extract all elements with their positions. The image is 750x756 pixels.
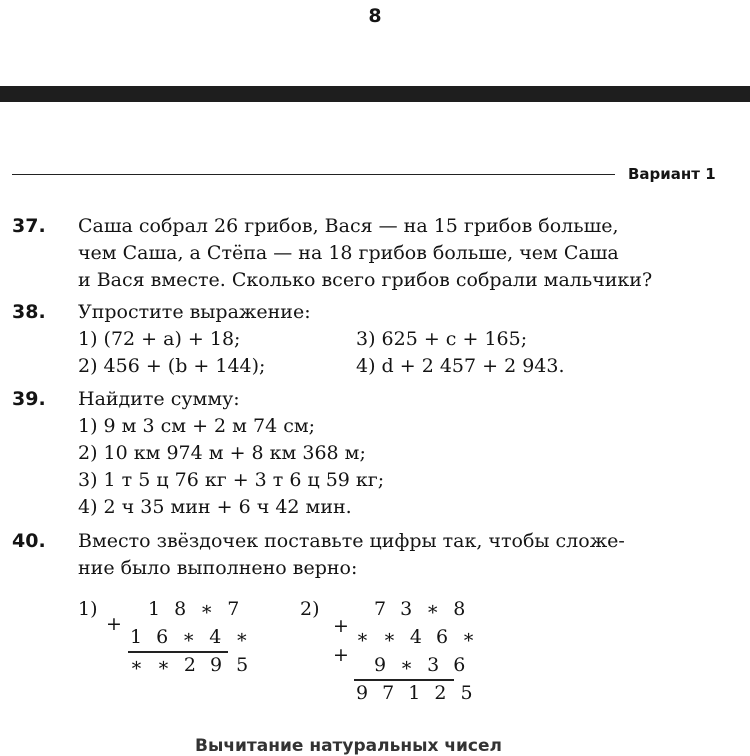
problem-40-line-2: ние было выполнено верно: — [78, 557, 358, 579]
problem-39-item-4: 4) 2 ч 35 мин + 6 ч 42 мин. — [78, 496, 352, 518]
header-band — [0, 86, 750, 102]
example-2-row-2: ∗ ∗ 4 6 ∗ — [356, 626, 480, 648]
example-2-label: 2) — [300, 598, 320, 620]
example-2-row-1: 7 3 ∗ 8 — [374, 598, 470, 620]
example-2-sum-line — [354, 679, 454, 681]
problem-37-line-3: и Вася вместе. Сколько всего грибов собрали мальчики? — [78, 269, 653, 291]
problem-37-line-2: чем Саша, а Стёпа — на 18 грибов больше, чем Саша — [78, 242, 619, 264]
problem-39-title: Найдите сумму: — [78, 388, 240, 410]
example-1-label: 1) — [78, 598, 98, 620]
problem-39-item-1: 1) 9 м 3 см + 2 м 74 см; — [78, 415, 316, 437]
problem-39-number: 39. — [12, 388, 46, 410]
problem-39-item-2: 2) 10 км 974 м + 8 км 368 м; — [78, 442, 366, 464]
problem-37-line-1: Саша собрал 26 грибов, Вася — на 15 грибов больше, — [78, 215, 619, 237]
problem-38-title: Упростите выражение: — [78, 301, 311, 323]
example-2-row-3: 9 ∗ 3 6 — [374, 654, 470, 676]
problem-38-item-3: 3) 625 + c + 165; — [356, 328, 528, 350]
example-1-result: ∗ ∗ 2 9 5 — [130, 654, 253, 676]
header-rule — [12, 174, 615, 175]
example-2-result: 9 7 1 2 5 — [356, 682, 477, 704]
variant-label: Вариант 1 — [628, 165, 716, 183]
problem-40-number: 40. — [12, 530, 46, 552]
problem-40-line-1: Вместо звёздочек поставьте цифры так, чтобы сложе- — [78, 530, 625, 552]
problem-38-item-4: 4) d + 2 457 + 2 943. — [356, 355, 565, 377]
example-1-row-2: 1 6 ∗ 4 ∗ — [130, 626, 253, 648]
problem-39-item-3: 3) 1 т 5 ц 76 кг + 3 т 6 ц 59 кг; — [78, 469, 385, 491]
example-2-plus-sign-2: + — [333, 644, 349, 666]
problem-38-item-1: 1) (72 + a) + 18; — [78, 328, 241, 350]
example-1-row-1: 1 8 ∗ 7 — [148, 598, 244, 620]
example-2-plus-sign-1: + — [333, 615, 349, 637]
problem-37-number: 37. — [12, 215, 46, 237]
page-number: 8 — [368, 5, 382, 27]
problem-38-item-2: 2) 456 + (b + 144); — [78, 355, 266, 377]
next-section-heading: Вычитание натуральных чисел — [195, 736, 502, 756]
example-1-sum-line — [128, 651, 228, 653]
problem-38-number: 38. — [12, 301, 46, 323]
example-1-plus-sign: + — [106, 613, 122, 635]
